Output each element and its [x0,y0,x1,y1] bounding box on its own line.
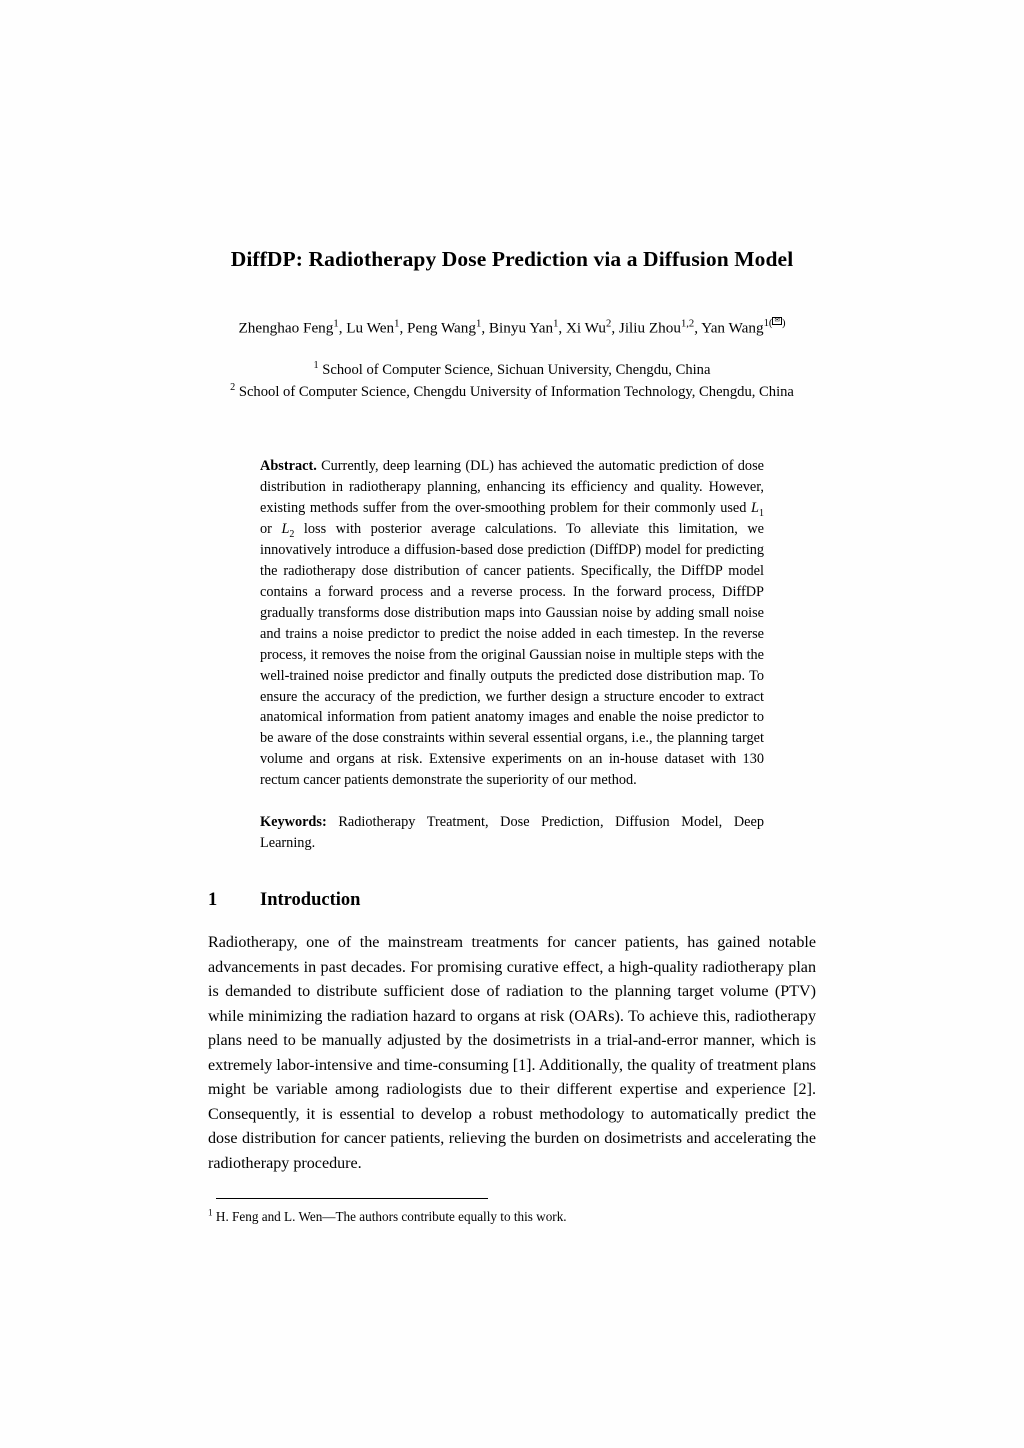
affiliation-1-text: School of Computer Science, Sichuan University, Chengdu, China [318,362,711,379]
author-4: , Binyu Yan [481,319,554,337]
affiliation-2 [208,382,816,404]
keywords-text: Radiotherapy Treatment, Dose Prediction, Diffusion Model, Deep Learning. [260,814,764,852]
abstract-paragraph [260,456,764,791]
footnote-text: H. Feng and L. Wen—The authors contribute equally to this work. [212,1209,567,1225]
author-3-affil-marker: 1 [476,318,482,330]
author-5: , Xi Wu [558,319,606,337]
footnote [208,1208,816,1226]
author-list [208,317,816,339]
footnote-marker: 1 [208,1207,213,1218]
author-2-affil-marker: 1 [394,318,400,330]
affiliation-2-text: School of Computer Science, Chengdu University of Information Technology, Chengdu, China [235,384,794,401]
affiliation-2-marker: 2 [230,382,236,394]
author-4-affil-marker: 1 [553,318,559,330]
affiliation-1 [208,360,816,382]
page-title: DiffDP: Radiotherapy Dose Prediction via a Diffusion Model [230,247,794,271]
math-l1: L [751,500,759,517]
author-6-affil-marker: 1,2 [680,318,695,330]
author-6: , Jiliu Zhou [611,319,681,337]
affiliations [208,360,816,404]
affiliation-1-marker: 1 [313,360,319,372]
author-5-affil-marker: 2 [606,318,612,330]
footnote-divider [216,1198,488,1199]
abstract-text-part1: Currently, deep learning (DL) has achieved the automatic prediction of dose distribution in radiotherapy planning, enhancing its efficiency and quality. However, existing methods suffer from the over-smoothing problem for their commonly used [260,458,764,517]
author-1-affil-marker: 1 [333,318,339,330]
paper-content [208,244,816,1227]
envelope-icon: ✉ [774,316,780,324]
math-l1-sub: 1 [759,507,764,519]
keywords-label: Keywords: [260,814,327,831]
section-title: Introduction [260,890,361,911]
author-1: Zhenghao Feng [238,319,334,337]
author-3: , Peng Wang [399,319,476,337]
abstract-block [260,456,764,854]
math-l2-sub: 2 [289,528,295,540]
section-number: 1 [208,890,218,911]
math-l2: L [281,521,290,537]
section-heading-introduction [208,890,816,911]
abstract-text-part2: loss with posterior average calculations. To alleviate this limitation, we innovatively introduce a diffusion-based dose prediction (DiffDP) model for predicting the radiotherapy dose distribution of cancer patients. Specifically, the DiffDP model contains a forward process and a reverse process. In the forward process, DiffDP gradually transforms dose distribution maps into Gaussian noise by adding small noise and trains a noise predictor to predict the noise added in each timestep. In the reverse process, it removes the noise from the original Gaussian noise in multiple steps with the well-trained noise predictor and finally outputs the predicted dose distribution map. To ensure the accuracy of the prediction, we further design a structure encoder to extract anatomical information from patient anatomy images and enable the noise predictor to be aware of the dose constraints within several essential organs, i.e., the planning target volume and organs at risk. Extensive experiments on an in-house dataset with 130 rectum cancer patients demonstrate the superiority of our method. [260,521,764,789]
author-7-affil-marker: 1( ✉ ) [763,316,786,330]
keywords-paragraph [260,812,764,854]
abstract-text-mid: or [260,521,282,537]
introduction-body [208,931,816,1176]
author-7: , Yan Wang [694,319,764,337]
author-2: , Lu Wen [338,319,395,337]
abstract-label: Abstract. [260,458,317,475]
introduction-paragraph-1: Radiotherapy, one of the mainstream treatments for cancer patients, has gained notable advancements in past decades. For promising curative effect, a high-quality radiotherapy plan is demanded to distribute sufficient dose of radiation to the planning target volume (PTV) while minimizing the radiation hazard to organs at risk (OARs). To achieve this, radiotherapy plans need to be manually adjusted by the dosimetrists in a trial-and-error manner, which is extremely labor-intensive and time-consuming [1]. Additionally, the quality of treatment plans might be variable among radiologists due to their different expertise and experience [2]. Consequently, it is essential to develop a robust methodology to automatically predict the dose distribution for cancer patients, relieving the burden on dosimetrists and accelerating the radiotherapy procedure. [208,934,816,1172]
